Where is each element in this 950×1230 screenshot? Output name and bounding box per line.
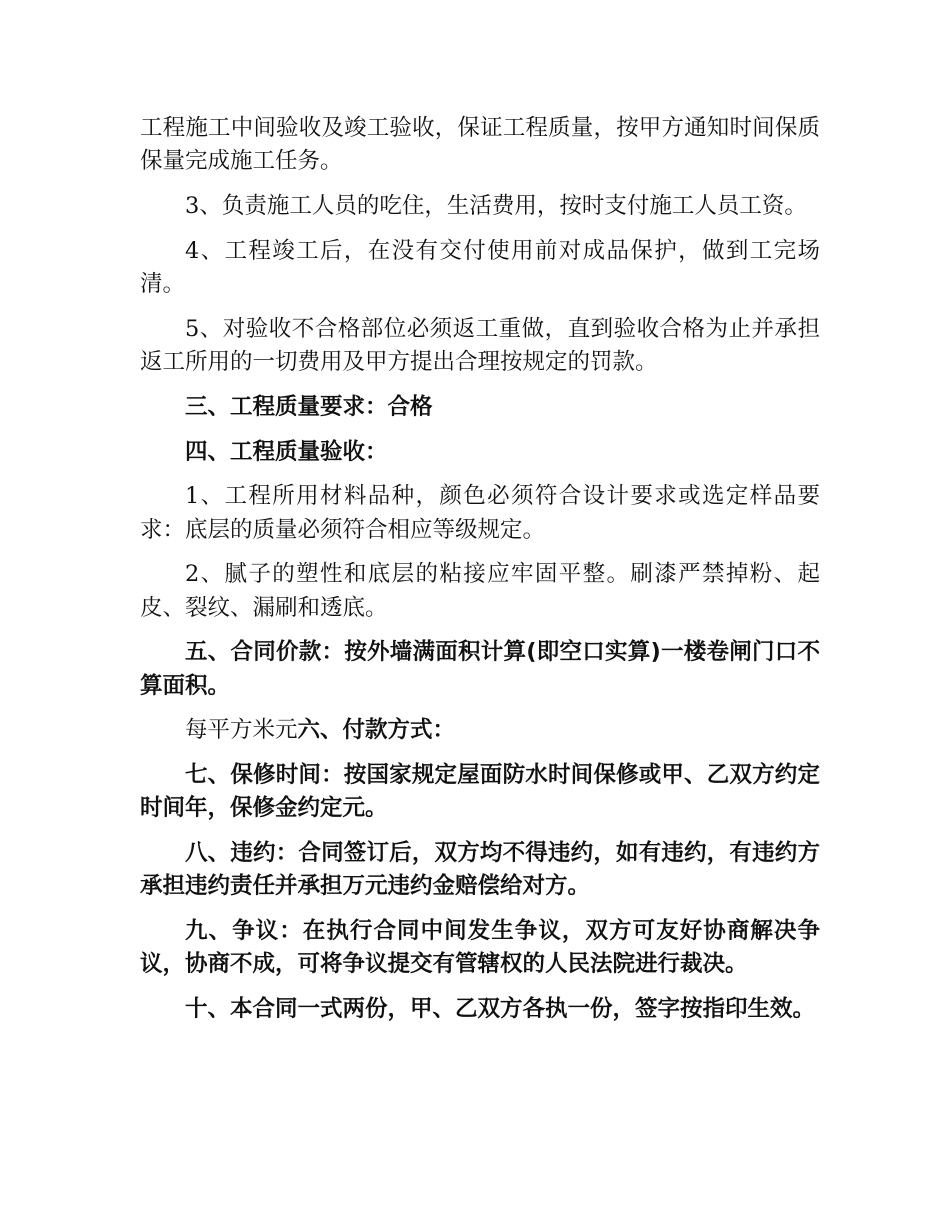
section-heading-quality-acceptance: 四、工程质量验收： bbox=[185, 438, 388, 465]
section-contract-price: 五、合同价款：按外墙满面积计算(即空口实算)一楼卷闸门口不算面积。 bbox=[140, 639, 820, 699]
document-page bbox=[140, 112, 820, 1038]
section-heading-quality-requirement: 三、工程质量要求：合格 bbox=[185, 393, 433, 420]
section-heading-payment-method: 六、付款方式： bbox=[297, 717, 456, 744]
paragraph-clause-5: 5、对验收不合格部位必须返工重做，直到验收合格为止并承担返工所用的一切费用及甲方提出合理按规定的罚款。 bbox=[140, 315, 820, 375]
section-warranty: 七、保修时间：按国家规定屋面防水时间保修或甲、乙双方约定时间年，保修金约定元。 bbox=[140, 762, 820, 822]
unit-price-text: 每平方米元 bbox=[185, 717, 298, 744]
paragraph-construction-acceptance: 工程施工中间验收及竣工验收，保证工程质量，按甲方通知时间保质保量完成施工任务。 bbox=[140, 115, 820, 175]
paragraph-unit-price-and-payment bbox=[140, 714, 820, 747]
section-breach: 八、违约：合同签订后，双方均不得违约，如有违约，有违约方承担违约责任并承担万元违约金赔偿给对方。 bbox=[140, 840, 820, 900]
paragraph-acceptance-1: 1、工程所用材料品种，颜色必须符合设计要求或选定样品要求：底层的质量必须符合相应等级规定。 bbox=[140, 483, 820, 543]
paragraph-acceptance-2: 2、腻子的塑性和底层的粘接应牢固平整。刷漆严禁掉粉、起皮、裂纹、漏刷和透底。 bbox=[140, 561, 820, 621]
section-dispute: 九、争议：在执行合同中间发生争议，双方可友好协商解决争议，协商不成，可将争议提交有管辖权的人民法院进行裁决。 bbox=[140, 918, 820, 978]
paragraph-clause-3: 3、负责施工人员的吃住，生活费用，按时支付施工人员工资。 bbox=[185, 193, 807, 219]
section-copies-effective: 十、本合同一式两份，甲、乙双方各执一份，签字按指印生效。 bbox=[185, 996, 816, 1023]
paragraph-clause-4: 4、工程竣工后，在没有交付使用前对成品保护，做到工完场清。 bbox=[140, 237, 820, 297]
